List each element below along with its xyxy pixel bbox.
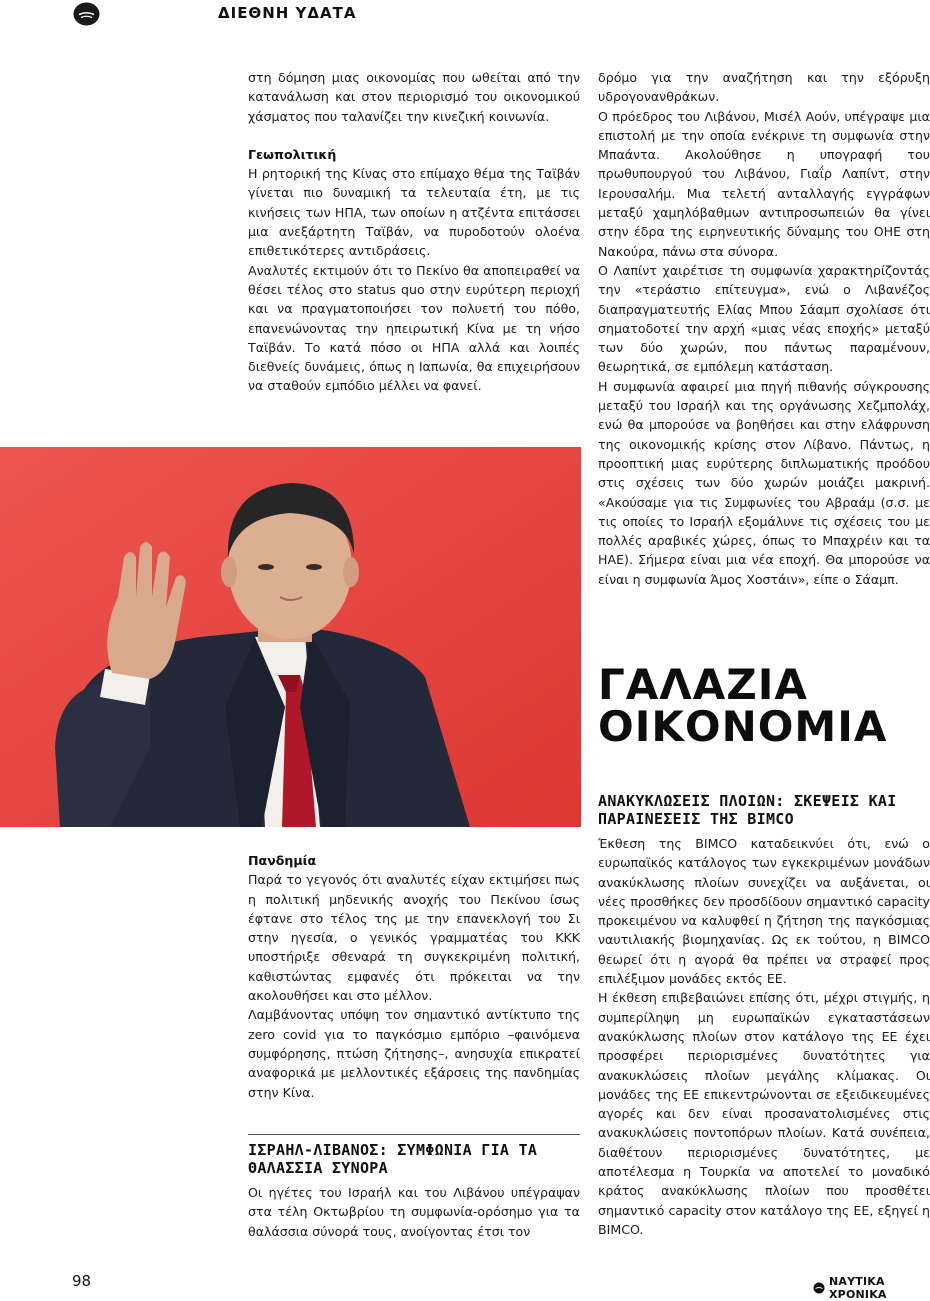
paragraph: Η έκθεση επιβεβαιώνει επίσης ότι, μέχρι στιγμής, η συμπερίληψη μη ευρωπαϊκών εγκαταστάσεων ανακύκλωσης πλοίων στον κατάλογο της ΕΕ έχει προσφέρει περιορισμένες δυνατότητες για ανακυκλώσεις πλοίων μεγάλης κλίμακας. Οι μονάδες της ΕΕ επικεντρώνονται σε εξειδικευμένες αγορές και δεν είναι προσανατολισμένες στις ανακυκλώσεις ποντοπόρων πλοίων. Κατά συνέπεια, διαθέτουν περιορισμένες δυνατότητες, με αποτέλεσμα η Τουρκία να αποτελεί το μοναδικό κράτος ανακύκλωσης πλοίων που προσθέτει σημαντικό capacity στον κατάλογο της ΕΕ, εξηγεί η BIMCO. bbox=[598, 990, 930, 1237]
subheading-pandemic: Πανδημία bbox=[248, 853, 317, 868]
portrait-illustration bbox=[0, 447, 581, 827]
left-column-top bbox=[248, 68, 580, 396]
section-title: ΔΙΕΘΝΗ ΥΔΑΤΑ bbox=[218, 4, 357, 22]
brand-name: ΝΑΥΤΙΚΑ ΧΡΟΝΙΚΑ bbox=[829, 1275, 887, 1301]
heading-israel-lebanon: ΙΣΡΑΗΛ-ΛΙΒΑΝΟΣ: ΣΥΜΦΩΝΙΑ ΓΙΑ ΤΑ ΘΑΛΑΣΣΙΑ ΣΥΝΟΡΑ bbox=[248, 1141, 538, 1177]
paragraph: Ο Λαπίντ χαιρέτισε τη συμφωνία χαρακτηρίζοντάς την «τεράστιο επίτευγμα», ενώ ο Λιβανέζος διαπραγματευτής Ελίας Μπου Σάαμπ σχολίασε ότι σηματοδοτεί την αρχή «μιας νέας εποχής» μεταξύ των δύο χωρών, που πάντως παραμένουν, θεωρητικά, σε εμπόλεμη κατάσταση. bbox=[598, 262, 930, 375]
paragraph: Αναλυτές εκτιμούν ότι το Πεκίνο θα αποπειραθεί να θέσει τέλος στο status quo στην ευρύτερη περιοχή και να πραγματοποιήσει τον πολυετή του πόθο, επανενώνοντας την ηπειρωτική Κίνα με τη νήσο Ταϊβάν. Το κατά πόσο οι ΗΠΑ αλλά και λοιπές διεθνείς δυνάμεις, όπως η Ιαπωνία, θα επιχειρήσουν να σταθούν εμπόδιο μέλλει να φανεί. bbox=[248, 262, 580, 394]
photo-waving-leader bbox=[0, 447, 581, 827]
paragraph: δρόμο για την αναζήτηση και την εξόρυξη υδρογονανθράκων. bbox=[598, 70, 930, 105]
paragraph: Η συμφωνία αφαιρεί μια πηγή πιθανής σύγκρουσης μεταξύ του Ισραήλ και της οργάνωσης Χεζμπολάχ, ενώ θα μπορούσε να βοηθήσει και στην ελάφρυνση της οικονομικής κρίσης στον Λίβανο. Πάντως, η προοπτική μιας ευρύτερης διπλωματικής προόδου στις σχέσεις των δύο χωρών μοιάζει μακρινή. «Ακούσαμε για τις Συμφωνίες του Αβραάμ (σ.σ. με τις οποίες το Ισραήλ εξομάλυνε τις σχέσεις του με πολλές αραβικές χώρες, όπως το Μπαχρέιν και τα ΗΑΕ). Σήμερα είναι μια νέα εποχή. Θα μπορούσε να είναι η συμφωνία Άμος Χοστάιν», είπε ο Σάαμπ. bbox=[598, 378, 930, 587]
paragraph: Παρά το γεγονός ότι αναλυτές είχαν εκτιμήσει πως η πολιτική μηδενικής ανοχής του Πεκίνου ίσως έφτανε στο τέλος της με την επανεκλογή του Σι στην ηγεσία, ο γενικός γραμματέας του ΚΚΚ υποστήριξε σθεναρά τη συγκεκριμένη πολιτική, καθιστώντας εμφανές ότι πρόκειται να την ακολουθήσει και στο μέλλον. bbox=[248, 872, 580, 1004]
heading-bimco: ΑΝΑΚΥΚΛΩΣΕΙΣ ΠΛΟΙΩΝ: ΣΚΕΨΕΙΣ ΚΑΙ ΠΑΡΑΙΝΕΣΕΙΣ ΤΗΣ BIMCO bbox=[598, 792, 897, 828]
section-divider bbox=[248, 1134, 580, 1135]
big-title-blue-economy bbox=[598, 660, 918, 751]
subheading-geopolitics: Γεωπολιτική bbox=[248, 146, 337, 162]
paragraph: στη δόμηση μιας οικονομίας που ωθείται από την κατανάλωση και στον περιορισμό του οικονομικού χάσματος που ταλανίζει την κινεζική κοινωνία. bbox=[248, 70, 580, 124]
left-column-bottom bbox=[248, 851, 580, 1102]
paragraph: Οι ηγέτες του Ισραήλ και του Λιβάνου υπέγραψαν στα τέλη Οκτωβρίου τη συμφωνία-ορόσημο για τα θαλάσσια σύνορά τους, ανοίγοντας έτσι τον bbox=[248, 1185, 580, 1239]
page-number: 98 bbox=[72, 1272, 92, 1290]
left-column-israel bbox=[248, 1183, 580, 1241]
big-title-line-2: ΟΙΚΟΝΟΜΙΑ bbox=[598, 702, 888, 751]
paragraph: Λαμβάνοντας υπόψη τον σημαντικό αντίκτυπο της zero covid για το παγκόσμιο εμπόριο –φαινόμενα συμφόρησης, πτώση ζήτησης–, ανησυχία επικρατεί αναφορικά με μελλοντικές εξάρσεις της πανδημίας στην Κίνα. bbox=[248, 1007, 580, 1100]
paragraph: Η ρητορική της Κίνας στο επίμαχο θέμα της Ταϊβάν γίνεται πιο δυναμική τα τελευταία έτη, με τις κινήσεις των ΗΠΑ, των οποίων η ατζέντα επιτάσσει μια ανεξάρτητη Ταϊβάν, να πυροδοτούν ολοένα επιθετικότερες αντιδράσεις. bbox=[248, 166, 580, 259]
big-title-line-1: ΓΑΛΑΖΙΑ bbox=[598, 660, 808, 709]
right-column-bimco bbox=[598, 834, 930, 1239]
brand-logo-icon bbox=[813, 1282, 825, 1294]
publication-logo-icon bbox=[72, 2, 101, 26]
brand-footer bbox=[813, 1275, 929, 1301]
paragraph: Ο πρόεδρος του Λιβάνου, Μισέλ Αούν, υπέγραψε μια επιστολή με την οποία ενέκρινε τη συμφωνία στην Μπαάντα. Ακολούθησε η υπογραφή του πρωθυπουργού του Λιβάνου, Γιαΐρ Λαπίντ, στην Ιερουσαλήμ. Μια τελετή ανταλλαγής εγγράφων μεταξύ χαμηλόβαθμων αντιπροσωπειών θα γίνει στην έδρα της ειρηνευτικής δύναμης του ΟΗΕ στη Νακούρα, πάνω στα σύνορα. bbox=[598, 108, 930, 259]
paragraph: Έκθεση της BIMCO καταδεικνύει ότι, ενώ ο ευρωπαϊκός κατάλογος των εγκεκριμένων μονάδων ανακύκλωσης πλοίων συνεχίζει να αυξάνεται, οι νέες προσθήκες δεν προσδίδουν σημαντικό capacity προκειμένου να καλυφθεί η ζήτηση της παγκόσμιας ναυτιλιακής βιομηχανίας. Ως εκ τούτου, η BIMCO θεωρεί ότι η αγορά θα πρέπει να στραφεί προς επιλέξιμον μονάδες εκτός ΕΕ. bbox=[598, 836, 930, 987]
right-column bbox=[598, 68, 930, 589]
